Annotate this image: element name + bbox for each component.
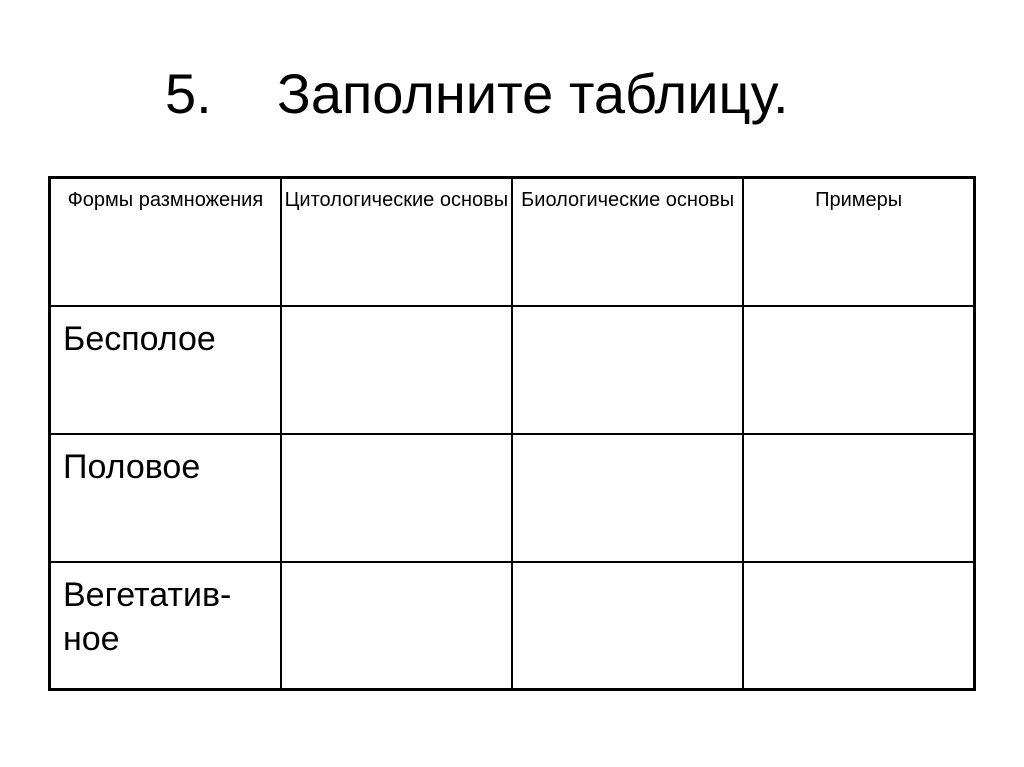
- row-label-vegetative: Вегетатив- ное: [50, 562, 281, 690]
- header-examples: Примеры: [743, 178, 974, 306]
- row-label-asexual: Бесполое: [50, 306, 281, 434]
- row-label-sexual: Половое: [50, 434, 281, 562]
- slide-title-text: Заполните таблицу.: [277, 62, 789, 125]
- asexual-biological-cell[interactable]: [512, 306, 743, 434]
- reproduction-table: [48, 176, 976, 691]
- table-row-asexual: [50, 306, 975, 434]
- table-row-vegetative: [50, 562, 975, 690]
- slide-title: [165, 58, 789, 130]
- asexual-cytological-cell[interactable]: [281, 306, 512, 434]
- vegetative-cytological-cell[interactable]: [281, 562, 512, 690]
- header-biological-basis: Биологические основы: [512, 178, 743, 306]
- table-header-row: [50, 178, 975, 306]
- header-reproduction-forms: Формы размножения: [50, 178, 281, 306]
- sexual-examples-cell[interactable]: [743, 434, 974, 562]
- sexual-biological-cell[interactable]: [512, 434, 743, 562]
- header-cytological-basis: Цитологические основы: [281, 178, 512, 306]
- asexual-examples-cell[interactable]: [743, 306, 974, 434]
- vegetative-biological-cell[interactable]: [512, 562, 743, 690]
- table-row-sexual: [50, 434, 975, 562]
- sexual-cytological-cell[interactable]: [281, 434, 512, 562]
- vegetative-examples-cell[interactable]: [743, 562, 974, 690]
- slide-title-number: 5.: [165, 62, 212, 125]
